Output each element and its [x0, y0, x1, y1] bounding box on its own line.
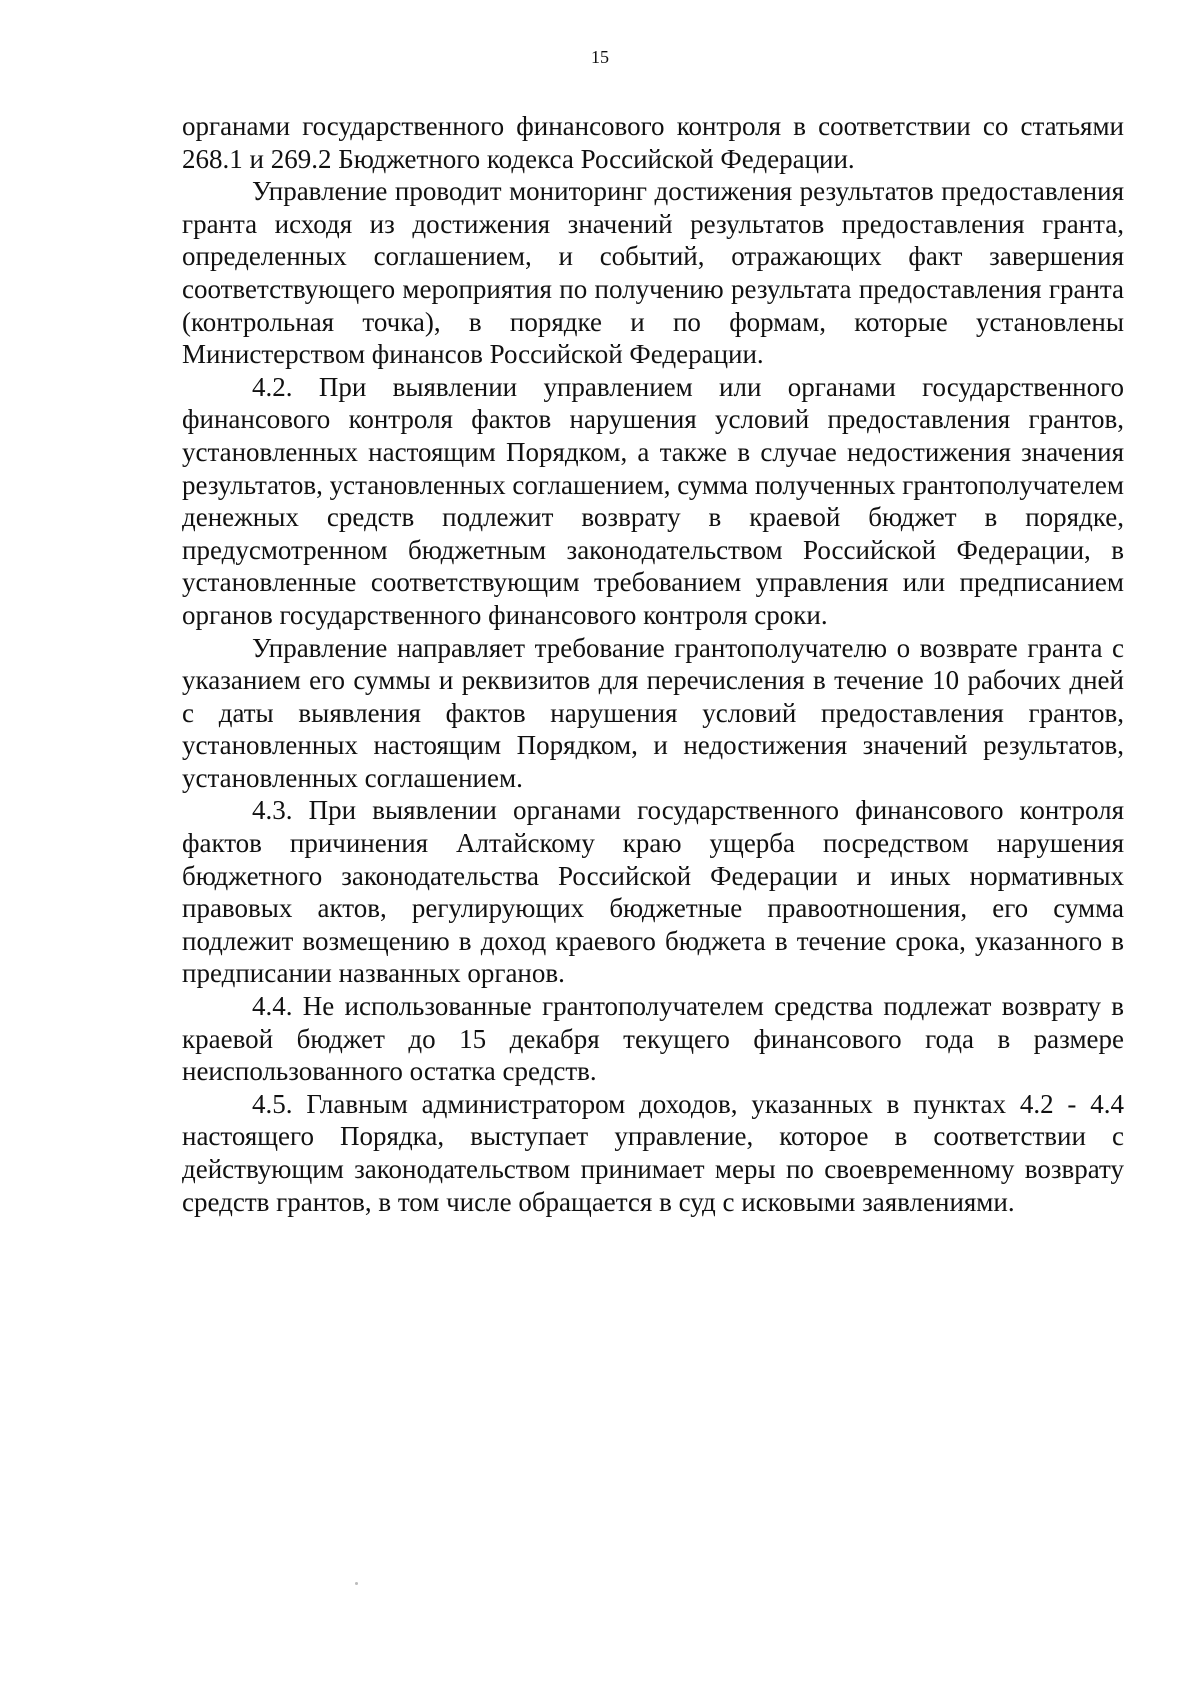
paragraph-4-2: 4.2. При выявлении управлением или органами государственного финансового контроля фактов нарушения условий предоставления грантов, установленных настоящим Порядком, а также в случае недостижения значения результатов, установленных соглашением, сумма полученных грантополучателем денежных средств подлежит возврату в краевой бюджет в порядке, предусмотренном бюджетным законодательством Российской Федерации, в установленные соответствующим требованием управления или предписанием органов государственного финансового контроля сроки.	[182, 371, 1124, 630]
paragraph-4-5: 4.5. Главным администратором доходов, указанных в пунктах 4.2 - 4.4 настоящего Порядка, выступает управление, которое в соответствии с действующим законодательством принимает меры по своевременному возврату средств грантов, в том числе обращается в суд с исковыми заявлениями.	[182, 1088, 1124, 1217]
page-number: 15	[591, 47, 609, 67]
paragraph-monitoring: Управление проводит мониторинг достижения результатов предоставления гранта исходя из достижения значений результатов предоставления гранта, определенных соглашением, и событий, отражающих факт завершения соответствующего мероприятия по получению результата предоставления гранта (контрольная точка), в порядке и по формам, которые установлены Министерством финансов Российской Федерации.	[182, 176, 1124, 370]
paragraph-4-3: 4.3. При выявлении органами государственного финансового контроля фактов причинения Алтайскому краю ущерба посредством нарушения бюджетного законодательства Российской Федерации и иных нормативных правовых актов, регулирующих бюджетные правоотношения, его сумма подлежит возмещению в доход краевого бюджета в течение срока, указанного в предписании названных органов.	[182, 795, 1124, 989]
paragraph-refund-demand: Управление направляет требование грантополучателю о возврате гранта с указанием его суммы и реквизитов для перечисления в течение 10 рабочих дней с даты выявления фактов нарушения условий предоставления грантов, установленных настоящим Порядком, и недостижения значений результатов, установленных соглашением.	[182, 632, 1124, 793]
scan-artifact-dot	[355, 1582, 358, 1585]
paragraph-4-4: 4.4. Не использованные грантополучателем средства подлежат возврату в краевой бюджет до 15 декабря текущего финансового года в размере неиспользованного остатка средств.	[182, 991, 1124, 1087]
paragraph-continuation: органами государственного финансового контроля в соответствии со статьями 268.1 и 269.2 Бюджетного кодекса Российской Федерации.	[182, 111, 1124, 174]
document-body	[182, 110, 1124, 1218]
